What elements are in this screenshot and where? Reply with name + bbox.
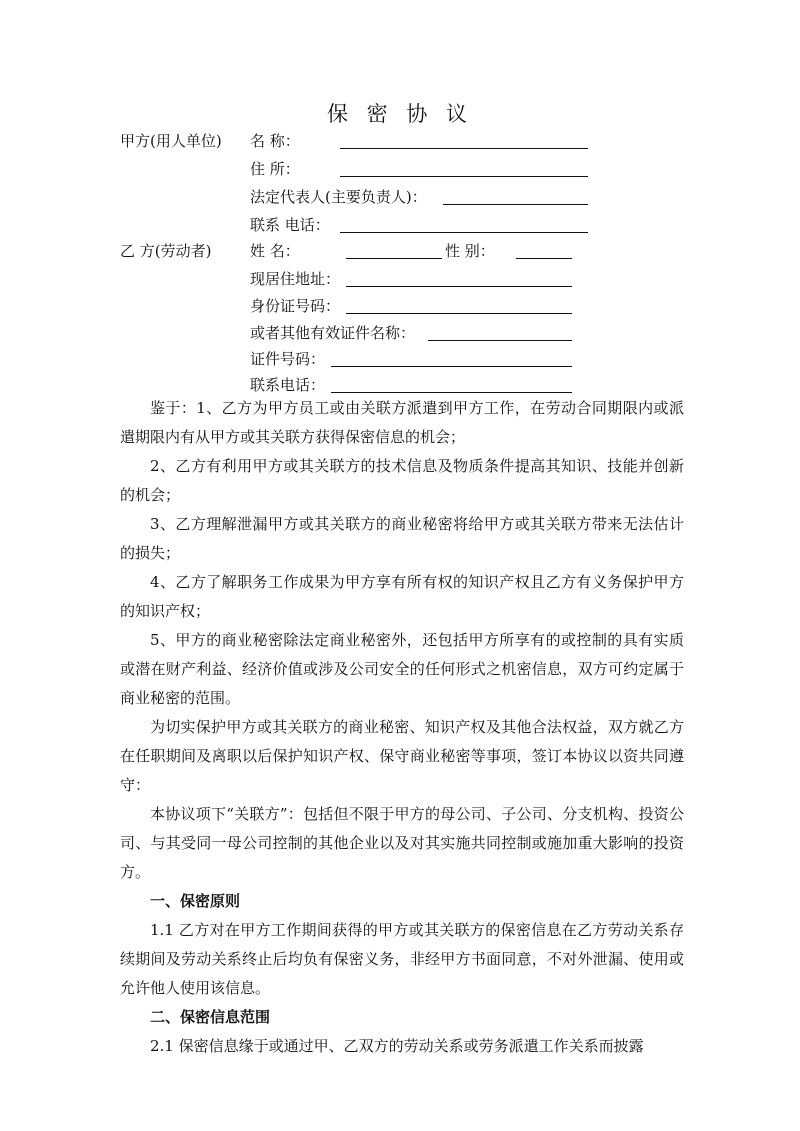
section-1-heading: 一、保密原则: [150, 892, 241, 910]
paragraph-recital-2: 2、乙方有利用甲方或其关联方的技术信息及物质条件提高其知识、技能并创新的机会；: [120, 457, 684, 504]
party-b-cert-no-field[interactable]: [331, 366, 572, 367]
party-a-address-field[interactable]: [340, 176, 588, 177]
party-a-address-label: 住 所：: [250, 160, 300, 178]
party-b-address-field[interactable]: [346, 286, 572, 287]
paragraph-affiliate-definition: 本协议项下“关联方”：包括但不限于甲方的母公司、子公司、分支机构、投资公司、与其受同一母公司控制的其他企业以及对其实施共同控制或施加重大影响的投资方。: [120, 805, 684, 881]
party-b-address-label: 现居住地址：: [250, 270, 341, 288]
party-a-label: 甲方(用人单位): [120, 132, 222, 150]
party-b-cert-no-label: 证件号码：: [250, 350, 326, 368]
paragraph-purpose: 为切实保护甲方或其关联方的商业秘密、知识产权及其他合法权益，双方就乙方在任职期间及离职以后保护知识产权、保守商业秘密等事项，签订本协议以资共同遵守：: [120, 718, 684, 794]
party-a-name-field[interactable]: [340, 148, 588, 149]
party-b-other-cert-label: 或者其他有效证件名称：: [250, 324, 416, 342]
party-a-phone-field[interactable]: [340, 232, 588, 233]
party-b-name-label: 姓 名：: [250, 242, 300, 260]
party-b-phone-field[interactable]: [331, 392, 572, 393]
party-a-rep-label: 法定代表人(主要负责人)：: [250, 188, 427, 206]
party-b-name-field[interactable]: [346, 258, 442, 259]
party-b-label: 乙 方(劳动者): [120, 242, 212, 260]
document-title: 保 密 协 议: [326, 102, 474, 126]
paragraph-recital-1: 鉴于：1、乙方为甲方员工或由关联方派遣到甲方工作，在劳动合同期限内或派遣期限内有从甲方或其关联方获得保密信息的机会；: [120, 399, 684, 446]
agreement-body: [120, 394, 684, 1061]
paragraph-recital-5: 5、甲方的商业秘密除法定商业秘密外，还包括甲方所享有的或控制的具有实质或潜在财产利益、经济价值或涉及公司安全的任何形式之机密信息，双方可约定属于商业秘密的范围。: [120, 631, 684, 707]
paragraph-recital-3: 3、乙方理解泄漏甲方或其关联方的商业秘密将给甲方或其关联方带来无法估计的损失；: [120, 515, 684, 562]
party-b-other-cert-field[interactable]: [428, 340, 572, 341]
party-b-gender-label: 性 别：: [445, 242, 495, 260]
party-a-rep-field[interactable]: [443, 204, 588, 205]
party-a-name-label: 名 称：: [250, 132, 300, 150]
paragraph-recital-4: 4、乙方了解职务工作成果为甲方享有所有权的知识产权且乙方有义务保护甲方的知识产权；: [120, 573, 684, 620]
party-a-phone-label: 联系 电话：: [250, 216, 330, 234]
party-b-phone-label: 联系电话：: [250, 376, 326, 394]
party-b-id-field[interactable]: [346, 313, 572, 314]
party-b-id-label: 身份证号码：: [250, 297, 341, 315]
section-1-clause: 1.1 乙方对在甲方工作期间获得的甲方或其关联方的保密信息在乙方劳动关系存续期间及劳动关系终止后均负有保密义务，非经甲方书面同意，不对外泄漏、使用或允许他人使用该信息。: [120, 921, 684, 997]
section-2-heading: 二、保密信息范围: [150, 1008, 271, 1026]
party-b-gender-field[interactable]: [516, 258, 572, 259]
section-2-clause: 2.1 保密信息缘于或通过甲、乙双方的劳动关系或劳务派遣工作关系而披露: [150, 1037, 644, 1055]
